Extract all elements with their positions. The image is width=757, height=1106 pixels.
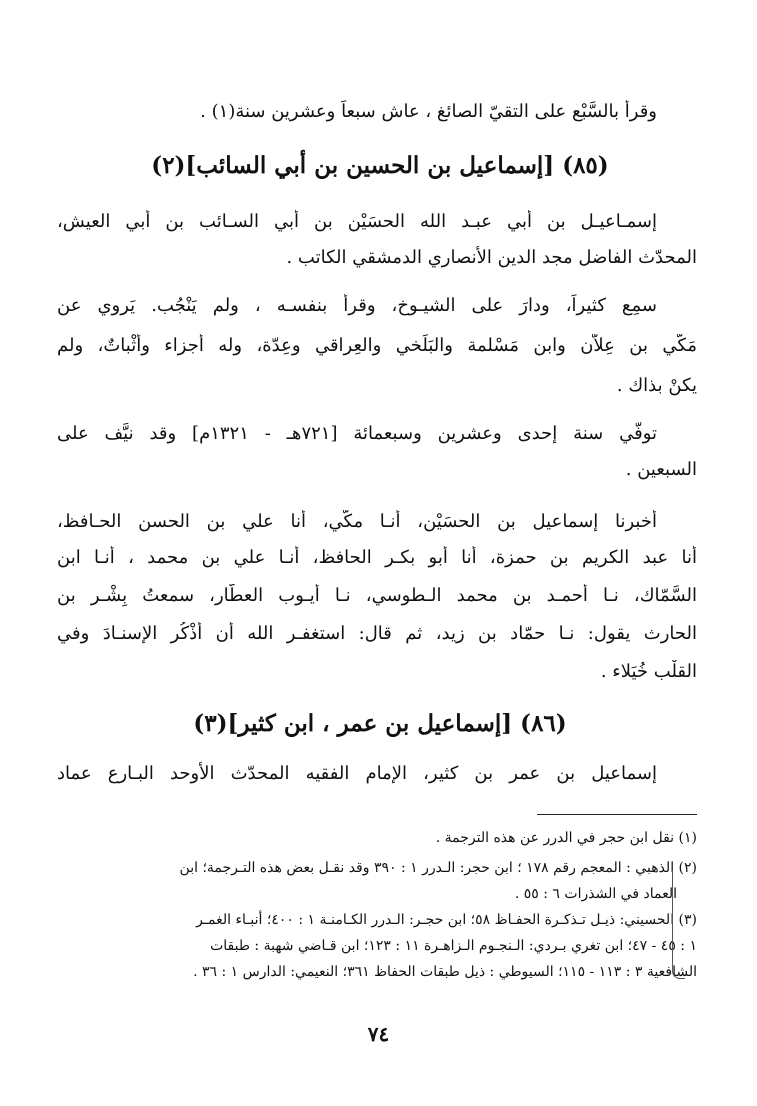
footnote-separator: [537, 814, 697, 815]
entry-heading-85: (٨٥) [إسماعيل بن الحسين بن أبي السائب](٢): [151, 152, 609, 179]
page-number: ٧٤: [367, 1022, 390, 1046]
text-line: توفّي سنة إحدى وعشرين وسبعمائة [٧٢١هـ - ١٣٢١م] وقد نيَّف على: [57, 423, 658, 444]
margin-pencil-mark: [672, 870, 685, 979]
text-line: إسمـاعيـل بن أبي عبـد الله الحسَيْن بن أبي السـائب بن أبي العيش،: [57, 211, 657, 232]
footnote-line: (٣) الحسيني: ذيـل تـذكـرة الحفـاظ ٥٨؛ ابن حجـر: الـدرر الكـامنـة ١ : ٤٠٠؛ أنبـاء الغمـر: [196, 912, 697, 928]
text-line: وقرأ بالسَّبْع على التقيّ الصائغ ، عاش سبعاً وعشرين سنة(١) .: [200, 101, 657, 122]
text-line: يكنْ بذاك .: [616, 375, 697, 396]
text-line: إسماعيل بن عمر بن كثير، الإمام الفقيه المحدّث الأوحد البـارع عماد: [57, 763, 657, 784]
footnote-line: (٢) الذهبي : المعجم رقم ١٧٨ ؛ ابن حجر: الـدرر ١ : ٣٩٠ وقد نقـل بعض هذه التـرجمة؛ ابن: [179, 860, 697, 876]
entry-heading-86: (٨٦) [إسماعيل بن عمر ، ابن كثير](٣): [193, 710, 567, 737]
footnote-line: العماد في الشذرات ٦ : ٥٥ .: [514, 886, 677, 902]
text-line: الحارث يقول: نـا حمّاد بن زيد، ثم قال: استغفـر الله أن أذْكُر الإسنـادَ وفي: [57, 623, 697, 644]
text-line: السَّمّاك، نـا أحمـد بن محمد الـطوسي، نـا أيـوب العطّار، سمعتُ بِشْـر بن: [57, 585, 697, 606]
text-line: مَكّي بن عِلاّن وابن مَسْلمة والبَلَخي والعِراقي وعِدّة، وله أجزاء وأثْباتٌ، ولم: [57, 335, 697, 356]
text-line: سمِع كثيراً، ودارَ على الشيـوخ، وقرأ بنفسـه ، ولم يَنْجُب. يَروي عن: [57, 295, 657, 316]
text-line: أنا عبد الكريم بن حمزة، أنا أبو بكـر الحافظ، أنـا علي بن محمد ، أنـا ابن: [57, 547, 697, 568]
text-line: المحدّث الفاضل مجد الدين الأنصاري الدمشقي الكاتب .: [286, 247, 697, 268]
text-line: السبعين .: [625, 459, 697, 480]
text-line: القلْب خُيَلاء .: [600, 661, 697, 682]
footnote-line: ١ : ٤٥ - ٤٧؛ ابن تغري بـردي: الـنجـوم الـزاهـرة ١١ : ١٢٣؛ ابن قـاضي شهبة : طبقات: [210, 938, 697, 954]
text-line: أخبرنا إسماعيل بن الحسَيْن، أنـا مكّي، أنا علي بن الحسن الحـافظ،: [57, 511, 657, 532]
footnote-line: الشافعية ٣ : ١١٣ - ١١٥؛ السيوطي : ذيل طبقات الحفاظ ٣٦١؛ النعيمي: الدارس ١ : ٣٦ .: [193, 964, 697, 980]
footnote-line: (١) نقل ابن حجر في الدرر عن هذه الترجمة .: [435, 830, 697, 846]
